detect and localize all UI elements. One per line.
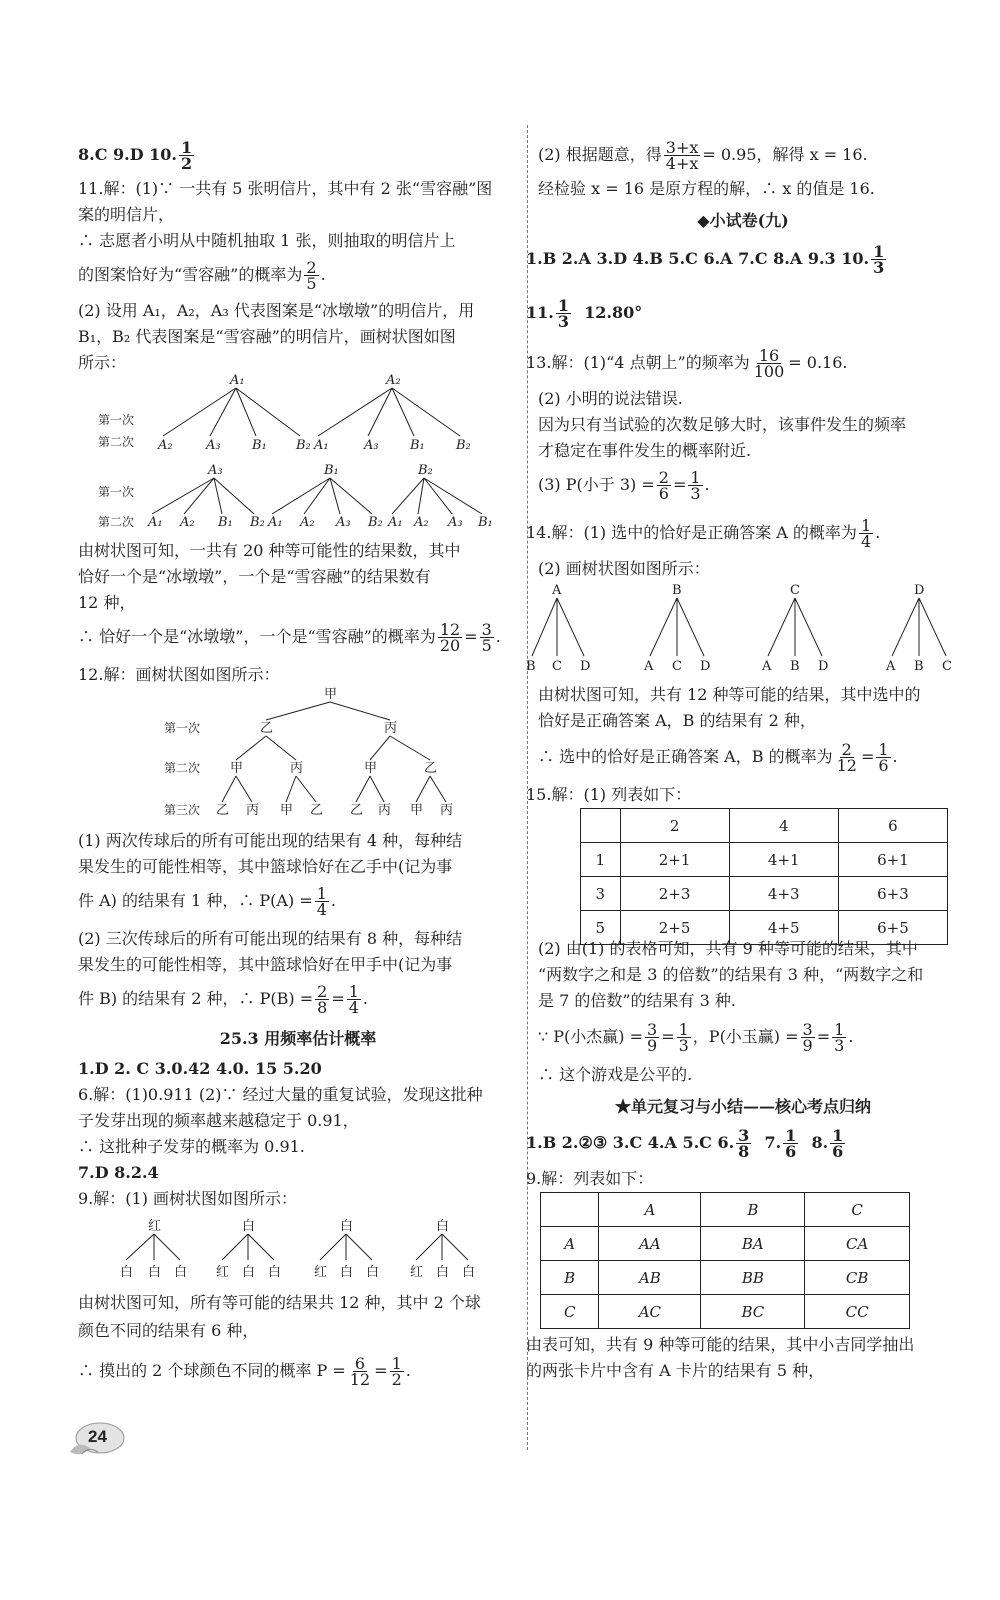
text-line: 果发生的可能性相等，其中篮球恰好在乙手中(记为事 [78,857,453,876]
text-line: 是 7 的倍数”的结果有 3 种. [538,991,736,1010]
text-line: (2) 由(1) 的表格可知，共有 9 种等可能的结果，其中 [538,939,918,958]
table-row [581,877,948,911]
svg-text:白: 白 [436,1265,450,1280]
svg-text:D: D [700,659,711,674]
svg-text:白: 白 [366,1265,380,1280]
table-cell: 1 [581,843,621,877]
text-line: “两数字之和是 3 的倍数”的结果有 3 种，“两数字之和 [538,965,924,984]
answer-line: 1.B 2.A 3.D 4.B 5.C 6.A 7.C 8.A 9.3 10. $\frac{1}{3}$ [526,242,885,277]
table-cell: 6 [838,809,947,843]
table-cell: 6+1 [838,843,947,877]
table-cell: CB [805,1261,910,1295]
svg-text:A₂: A₂ [158,438,173,453]
svg-text:D: D [818,659,829,674]
svg-text:A: A [886,659,896,674]
text-line: 由表可知，共有 9 种等可能的结果，其中小吉同学抽出 [526,1335,915,1354]
svg-text:红: 红 [314,1265,328,1280]
svg-text:白: 白 [148,1265,162,1280]
section-heading: 25.3 用频率估计概率 [219,1029,377,1048]
svg-text:A₃: A₃ [336,515,351,530]
svg-text:甲: 甲 [280,803,294,818]
text-line: ∴ 这批种子发芽的概率为 0.91. [78,1137,305,1156]
text-line: 14.解：(1) 选中的恰好是正确答案 A 的概率为 $\frac{1}{4}$ . [526,516,881,551]
svg-text:A₃: A₃ [448,515,463,530]
svg-text:第一次: 第一次 [98,413,135,427]
table-header-row [541,1193,910,1227]
table-cell: C [541,1295,599,1329]
svg-text:白: 白 [242,1219,256,1234]
text-line: (2) 三次传球后的所有可能出现的结果有 8 种，每种结 [78,929,463,948]
svg-text:白: 白 [268,1265,282,1280]
svg-text:A₃: A₃ [206,438,221,453]
svg-text:B: B [790,659,800,674]
section-heading: ★单元复习与小结——核心考点归纳 [614,1097,871,1116]
text-line: 件 B) 的结果有 2 种，∴ P(B) = $\frac{2}{8}$ = $\frac{1}{4}$ . [78,982,368,1017]
svg-text:白: 白 [120,1265,134,1280]
table-row [581,843,948,877]
table-row [541,1295,910,1329]
text-line: 6.解：(1)0.911 (2)∵ 经过大量的重复试验，发现这批种 [78,1085,483,1104]
svg-text:丙: 丙 [290,761,304,776]
svg-text:B₁: B₁ [410,438,425,453]
table-cell: 2 [620,809,729,843]
svg-text:白: 白 [340,1219,354,1234]
table-row [541,1227,910,1261]
svg-text:A: A [644,659,654,674]
text-line: 恰好一个是“冰墩墩”，一个是“雪容融”的结果数有 [78,567,431,586]
svg-text:第一次: 第一次 [98,485,135,499]
cards-table [540,1192,910,1329]
svg-text:A₁: A₁ [230,374,245,388]
svg-text:C: C [790,583,800,598]
answer-line: 1.B 2.②③ 3.C 4.A 5.C 6. $\frac{3}{8}$ 7. $\frac{1}{6}$ 8. $\frac{1}{6}$ [526,1126,844,1161]
svg-text:C: C [942,659,952,674]
text-line: 果发生的可能性相等，其中篮球恰好在甲手中(记为事 [78,955,453,974]
answer-line: 11. $\frac{1}{3}$ 12.80° [526,296,643,331]
table-cell: 6+5 [838,911,947,945]
table-cell: A [599,1193,701,1227]
svg-text:A₃: A₃ [364,438,379,453]
table-cell: B [541,1261,599,1295]
tree-diagram-answers [526,580,976,676]
text-line: (2) 画树状图如图所示： [538,559,710,578]
table-cell: 4+1 [729,843,838,877]
table-cell: AC [599,1295,701,1329]
svg-text:A₂: A₂ [180,515,195,530]
svg-text:A₂: A₂ [414,515,429,530]
svg-text:甲: 甲 [230,761,244,776]
table-cell: C [805,1193,910,1227]
svg-text:A₁: A₁ [314,438,329,453]
table-cell: CC [805,1295,910,1329]
section-heading: ◆小试卷(九) [697,211,789,230]
svg-text:B: B [526,659,536,674]
text-line: ∴ 恰好一个是“冰墩墩”，一个是“雪容融”的概率为 $\frac{12}{20}$ = $\frac{3}{5}$ . [78,620,501,655]
table-cell: 4 [729,809,838,843]
table-cell: 4+5 [729,911,838,945]
text-line: ∵ P(小杰赢) = $\frac{3}{9}$ = $\frac{1}{3}$ ，P(小玉赢) = $\frac{3}{9}$ = $\frac{1}{3}$ . [538,1020,854,1055]
text-line: 13.解：(1)“4 点朝上”的频率为 $\frac{16}{100}$ = 0.16. [526,346,848,381]
tree-diagram-balls [78,1214,518,1280]
svg-text:丙: 丙 [384,721,398,736]
text-line: (2) 根据题意，得 $\frac{3+x}{4+x}$ = 0.95，解得 x = 16. [538,138,868,173]
table-cell: BC [701,1295,805,1329]
svg-text:B₂: B₂ [296,438,311,453]
text-line: 11.解：(1)∵ 一共有 5 张明信片，其中有 2 张“雪容融”图 [78,179,493,198]
svg-text:B₁: B₁ [478,515,493,530]
text-line: ∴ 这个游戏是公平的. [538,1065,693,1084]
table-cell: 5 [581,911,621,945]
table-cell: BA [701,1227,805,1261]
text-line: 颜色不同的结果有 6 种， [78,1321,259,1340]
text-line: (2) 小明的说法错误. [538,389,683,408]
svg-text:B₁: B₁ [252,438,267,453]
table-cell [541,1193,599,1227]
svg-text:C: C [672,659,682,674]
svg-text:红: 红 [216,1265,230,1280]
svg-text:B₁: B₁ [324,463,339,478]
svg-text:第一次: 第一次 [164,721,201,735]
svg-text:丙: 丙 [378,803,392,818]
svg-text:C: C [552,659,562,674]
svg-text:B₂: B₂ [456,438,471,453]
svg-text:B₂: B₂ [368,515,383,530]
text-line: 由树状图可知，共有 12 种等可能的结果，其中选中的 [538,685,921,704]
svg-text:白: 白 [436,1219,450,1234]
svg-text:丙: 丙 [440,803,454,818]
svg-text:A₃: A₃ [208,463,223,478]
text-line: 12 种， [78,593,136,612]
text-line: 所示： [78,353,127,372]
text-line: 9.解：列表如下： [526,1169,654,1188]
text-line: (3) P(小于 3) = $\frac{2}{6}$ = $\frac{1}{3}$ . [538,468,710,503]
svg-text:A: A [762,659,772,674]
svg-text:白: 白 [174,1265,188,1280]
svg-text:乙: 乙 [424,761,438,776]
svg-text:B: B [672,583,682,598]
tree-diagram-ball-passing [78,684,518,820]
page-number-badge [66,1418,126,1458]
answer-line: 7.D 8.2.4 [78,1163,159,1182]
svg-text:D: D [914,583,925,598]
svg-text:红: 红 [410,1265,424,1280]
text-line: 15.解：(1) 列表如下： [526,785,692,804]
text-line: 由树状图可知，所有等可能的结果共 12 种，其中 2 个球 [78,1293,481,1312]
svg-text:甲: 甲 [324,687,338,702]
table-cell: BB [701,1261,805,1295]
svg-text:乙: 乙 [350,803,364,818]
text-line: 子发芽出现的频率越来越稳定于 0.91， [78,1111,359,1130]
table-cell: 2+3 [620,877,729,911]
text-line: 经检验 x = 16 是原方程的解，∴ x 的值是 16. [538,179,875,198]
table-cell: A [541,1227,599,1261]
text-line: 的两张卡片中含有 A 卡片的结果有 5 种， [526,1361,825,1380]
answer-line: 1.D 2. C 3.0.42 4.0. 15 5.20 [78,1059,322,1078]
svg-text:乙: 乙 [260,721,274,736]
svg-text:D: D [580,659,591,674]
table-cell: CA [805,1227,910,1261]
svg-text:乙: 乙 [310,803,324,818]
table-cell: B [701,1193,805,1227]
text-line: 由树状图可知，一共有 20 种等可能性的结果数，其中 [78,541,461,560]
table-cell: 3 [581,877,621,911]
table-cell: AB [599,1261,701,1295]
svg-text:B₁: B₁ [218,515,233,530]
svg-text:第二次: 第二次 [98,435,135,449]
text-line: 12.解：画树状图如图所示： [78,665,280,684]
text-line: B₁，B₂ 代表图案是“雪容融”的明信片，画树状图如图 [78,327,456,346]
svg-text:白: 白 [340,1265,354,1280]
svg-text:甲: 甲 [410,803,424,818]
text-line: 件 A) 的结果有 1 种，∴ P(A) = $\frac{1}{4}$ . [78,884,336,919]
svg-text:A: A [552,583,562,598]
table-cell: 6+3 [838,877,947,911]
sum-table [580,808,948,945]
svg-text:B₂: B₂ [418,463,433,478]
svg-text:B₂: B₂ [250,515,265,530]
svg-text:B: B [914,659,924,674]
text-line: 案的明信片， [78,205,175,224]
table-header-row [581,809,948,843]
text-line: ∴ 摸出的 2 个球颜色不同的概率 P = $\frac{6}{12}$ = $\frac{1}{2}$ . [78,1354,411,1389]
text-line: 9.解：(1) 画树状图如图所示： [78,1189,298,1208]
text-line: 因为只有当试验的次数足够大时，该事件发生的频率 [538,415,907,434]
svg-text:丙: 丙 [246,803,260,818]
svg-text:乙: 乙 [216,803,230,818]
text-line: ∴ 选中的恰好是正确答案 A，B 的概率为 $\frac{2}{12}$ = $\frac{1}{6}$ . [538,740,898,775]
table-cell: AA [599,1227,701,1261]
svg-text:白: 白 [462,1265,476,1280]
svg-text:A₁: A₁ [148,515,163,530]
text-line: 恰好是正确答案 A，B 的结果有 2 种， [538,711,816,730]
table-cell: 4+3 [729,877,838,911]
svg-text:A₂: A₂ [386,374,401,388]
svg-text:第二次: 第二次 [98,515,135,529]
svg-text:A₁: A₁ [388,515,403,530]
table-cell: 2+5 [620,911,729,945]
svg-text:A₁: A₁ [268,515,283,530]
tree-diagram-postcards [78,374,518,534]
text-line: (2) 设用 A₁，A₂，A₃ 代表图案是“冰墩墩”的明信片，用 [78,301,475,320]
text-line: 的图案恰好为“雪容融”的概率为 $\frac{2}{5}$ . [78,258,326,293]
svg-text:A₂: A₂ [300,515,315,530]
text-line: ∴ 志愿者小明从中随机抽取 1 张，则抽取的明信片上 [78,231,456,250]
table-cell: 2+1 [620,843,729,877]
svg-text:第二次: 第二次 [164,761,201,775]
svg-text:第三次: 第三次 [164,803,201,817]
svg-text:甲: 甲 [364,761,378,776]
text-line: (1) 两次传球后的所有可能出现的结果有 4 种，每种结 [78,831,463,850]
page-number: 24 [88,1427,107,1446]
svg-text:白: 白 [242,1265,256,1280]
table-row [541,1261,910,1295]
table-cell [581,809,621,843]
text-line: 才稳定在事件发生的概率附近. [538,441,752,460]
answer-line: 8.C 9.D 10. $\frac{1}{2}$ [78,138,193,173]
svg-text:红: 红 [148,1219,162,1234]
